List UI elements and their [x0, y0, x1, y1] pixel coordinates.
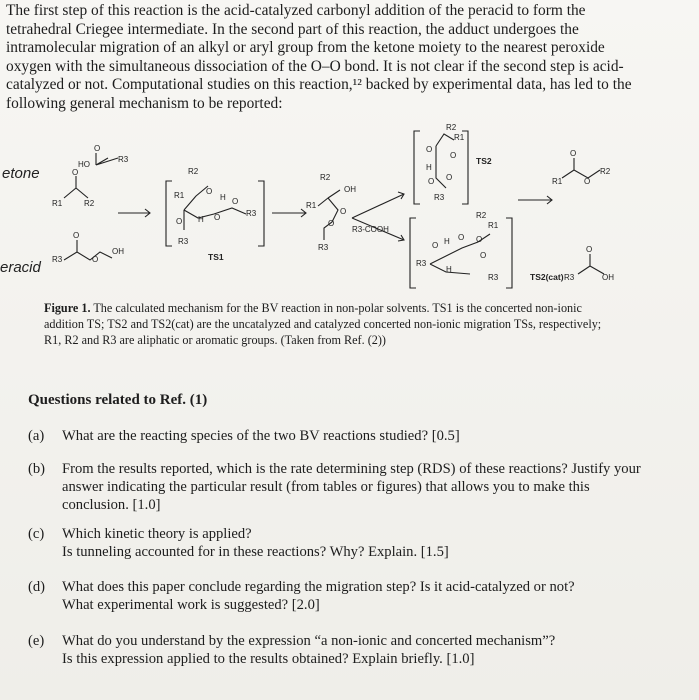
label-ts2: TS2 [476, 156, 492, 166]
o-atom: O [94, 144, 101, 153]
question-line: What does this paper conclude regarding the migration step? Is it acid-catalyzed or not? [62, 579, 575, 595]
h-atom: H [198, 215, 204, 224]
label-ts2cat: TS2(cat) [530, 272, 564, 282]
question-line: Is this expression applied to the results obtained? Explain briefly. [1.0] [62, 651, 475, 667]
o-atom: O [480, 251, 487, 260]
o-atom: O [340, 207, 347, 216]
label-r2: R2 [446, 123, 457, 132]
label-ts1: TS1 [208, 252, 224, 262]
mechanism-figure [0, 118, 699, 303]
label-oh: OH [112, 247, 124, 256]
intro-line: catalyzed or not. Computational studies on this reaction,¹² backed by experimental data, has led to the [6, 76, 632, 94]
label-r1: R1 [52, 199, 63, 208]
question-label: (e) [28, 633, 45, 649]
label-r2: R2 [600, 167, 611, 176]
label-r3: R3 [178, 237, 189, 246]
label-r2: R2 [476, 211, 487, 220]
label-r3: R3 [564, 273, 575, 282]
label-r3: R3 [488, 273, 499, 282]
questions-heading: Questions related to Ref. (1) [28, 392, 208, 408]
o-atom: O [584, 177, 591, 186]
question-line: What do you understand by the expression “a non-ionic and concerted mechanism”? [62, 633, 556, 649]
label-r3: R3 [416, 259, 427, 268]
label-r1: R1 [306, 201, 317, 210]
question-label: (d) [28, 579, 46, 595]
question-line: From the results reported, which is the rate determining step (RDS) of these reactions? Justify your [62, 461, 641, 477]
label-r1: R1 [454, 133, 465, 142]
label-r1: R1 [552, 177, 563, 186]
question-label: (b) [28, 461, 46, 477]
label-r3cooh: R3-COOH [352, 225, 389, 234]
o-atom: O [328, 219, 335, 228]
label-r2: R2 [84, 199, 95, 208]
label-r3: R3 [246, 209, 257, 218]
caption-line: The calculated mechanism for the BV reaction in non-polar solvents. TS1 is the concerted non-ionic [90, 301, 582, 315]
o-atom: O [426, 145, 433, 154]
figure-caption [44, 300, 664, 348]
o-atom: O [176, 217, 183, 226]
o-atom: O [586, 245, 593, 254]
question-line: conclusion. [1.0] [62, 497, 161, 513]
label-r3: R3 [118, 155, 129, 164]
o-atom: O [476, 235, 483, 244]
label-r3: R3 [434, 193, 445, 202]
label-r1: R1 [174, 191, 185, 200]
o-atom: O [432, 241, 439, 250]
intro-line: intramolecular migration of an alkyl or aryl group from the ketone moiety to the nearest peroxide [6, 39, 605, 57]
o-atom: O [446, 173, 453, 182]
question-label: (c) [28, 526, 45, 542]
o-atom: O [214, 213, 221, 222]
intro-paragraph [6, 2, 640, 114]
o-atom: O [428, 177, 435, 186]
question-label: (a) [28, 428, 45, 444]
intro-line: following general mechanism to be reported: [6, 94, 283, 112]
o-atom: O [570, 149, 577, 158]
label-r2: R2 [188, 167, 199, 176]
o-atom: O [73, 231, 80, 240]
o-atom: O [450, 151, 457, 160]
question-line: Is tunneling accounted for in these reactions? Why? Explain. [1.5] [62, 544, 449, 560]
label-oh: OH [602, 273, 614, 282]
label-r1: R1 [488, 221, 499, 230]
caption-label: Figure 1. [44, 301, 91, 315]
label-oh: OH [344, 185, 356, 194]
question-line: Which kinetic theory is applied? [62, 526, 252, 542]
question-line: What experimental work is suggested? [2.0] [62, 597, 320, 613]
intro-line: tetrahedral Criegee intermediate. In the second part of this reaction, the adduct undergoes the [6, 20, 579, 38]
intro-line: oxygen with the simultaneous dissociation of the O–O bond. It is not clear if the second step is acid- [6, 57, 624, 75]
label-r3: R3 [52, 255, 63, 264]
label-r2: R2 [320, 173, 331, 182]
handwritten-peracid: eracid [0, 259, 41, 276]
question-line: answer indicating the particular result (from tables or figures) that allows you to make this [62, 479, 590, 495]
intro-line: The first step of this reaction is the acid-catalyzed carbonyl addition of the peracid to form the [6, 2, 586, 19]
o-atom: O [92, 255, 99, 264]
caption-line: addition TS; TS2 and TS2(cat) are the uncatalyzed and catalyzed concerted non-ionic migration TSs, respectively; [44, 317, 602, 331]
h-atom: H [426, 163, 432, 172]
h-atom: H [444, 237, 450, 246]
o-atom: O [72, 168, 79, 177]
question-line: What are the reacting species of the two BV reactions studied? [0.5] [62, 428, 460, 444]
h-atom: H [220, 193, 226, 202]
caption-line: R1, R2 and R3 are aliphatic or aromatic groups. (Taken from Ref. (2)) [44, 333, 386, 347]
o-atom: O [206, 187, 213, 196]
h-atom: H [446, 265, 452, 274]
o-atom: O [458, 233, 465, 242]
label-ho: HO [78, 160, 90, 169]
o-atom: O [232, 197, 239, 206]
label-r3: R3 [318, 243, 329, 252]
handwritten-ketone: etone [2, 165, 40, 182]
